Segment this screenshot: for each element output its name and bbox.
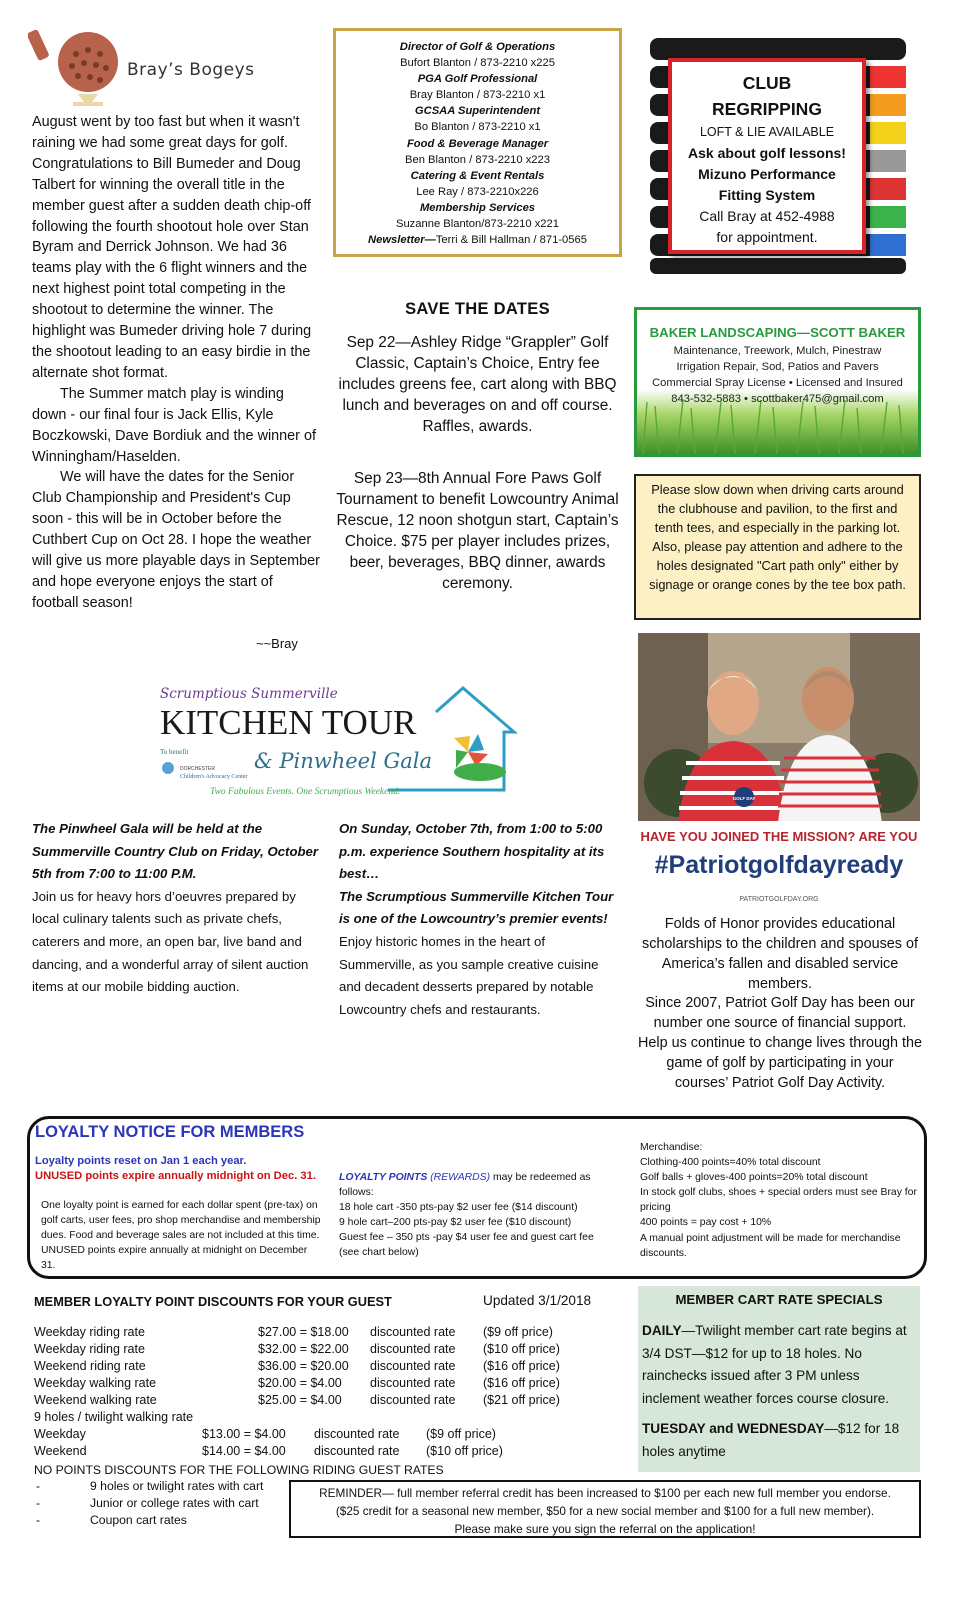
staff-role: PGA Golf Professional [417, 73, 538, 86]
kitchen-tour-column [339, 818, 624, 1021]
pinwheel-body: Join us for heavy hors d’oeuvres prepared by local culinary talents such as private chefs, caterers and more, an open bar, live band and dancing, and a wonderful array of silent auction items at our mobile bidding auction. [32, 888, 309, 995]
loyalty-reset-note: Loyalty points reset on Jan 1 each year. [35, 1155, 247, 1167]
save-event-1: Sep 22—Ashley Ridge “Grappler” Golf Classic, Captain’s Choice, Entry fee includes greens fee, cart along with BBQ lunch and beverages on and off course. Raffles, awards. [338, 334, 617, 435]
save-event-2: Sep 23—8th Annual Fore Paws Golf Tournament to benefit Lowcountry Animal Rescue, 12 noon shotgun start, Captain’s Choice. $75 per player includes prizes, beer, beverages, BBQ dinner, awards ceremony. [336, 470, 619, 592]
merchandise-discounts [640, 1140, 920, 1261]
loyalty-title: LOYALTY NOTICE FOR MEMBERS [35, 1123, 305, 1141]
rate-price: $27.00 = $18.00 [258, 1325, 349, 1339]
merch-line: Golf balls + gloves-400 points=20% total discount [640, 1172, 868, 1184]
rate-label: Weekend [34, 1444, 87, 1458]
daily-text: —Twilight member cart rate begins at 3/4 DST—$12 for up to 18 holes. No rainchecks issued after 3 PM unless inclement weather forces course closure. [642, 1323, 907, 1406]
daily-label: DAILY [642, 1323, 682, 1338]
staff-role: Newsletter— [368, 234, 436, 247]
save-the-dates-title: SAVE THE DATES [405, 300, 550, 318]
tue-wed-special [642, 1418, 916, 1463]
rate-off: ($10 off price) [483, 1342, 560, 1356]
rate-label: Weekend walking rate [34, 1393, 157, 1407]
patriot-headline: HAVE YOU JOINED THE MISSION? ARE YOU [640, 829, 918, 844]
folds-of-honor-text: Folds of Honor provides educational scholarships to the children and spouses of America’s fallen and disabled service members. [642, 916, 918, 992]
patriot-site: PATRIOTGOLFDAY.ORG [739, 896, 819, 903]
redeem-line: 18 hole cart -350 pts-pay $2 user fee ($14 discount) [339, 1202, 578, 1213]
kitchen-gala-title: & Pinwheel Gala [254, 749, 433, 773]
reminder-line-3: Please make sure you sign the referral on the application! [454, 1522, 756, 1536]
kitchen-tour-logo [158, 682, 518, 800]
reminder-line-2: ($25 credit for a seasonal new member, $50 for a new social member and $100 for a full new member). [335, 1504, 875, 1518]
np-item: Junior or college rates with cart [90, 1496, 259, 1510]
kitchen-org-line-1: DORCHESTER [180, 766, 216, 772]
baker-line-2: Irrigation Repair, Sod, Patios and Pavers [676, 361, 879, 373]
rate-label: Weekday [34, 1427, 86, 1441]
rate-discount-label: discounted rate [314, 1444, 400, 1458]
tue-wed-text: —$12 for 18 holes anytime [642, 1421, 900, 1459]
np-dash: - [36, 1513, 41, 1527]
call-bray-line: Call Bray at 452-4988 [699, 208, 835, 224]
merch-line: 400 points = pay cost + 10% [640, 1217, 772, 1229]
loyalty-points-redeem [339, 1170, 611, 1260]
rate-label: Weekday riding rate [34, 1342, 145, 1356]
staff-name: Ben Blanton / 873-2210 x223 [405, 153, 550, 166]
redeem-line: 9 hole cart–200 pts-pay $2 user fee ($10 discount) [339, 1217, 572, 1228]
golf-ball-logo-icon [28, 28, 138, 106]
guest-updated-date: Updated 3/1/2018 [483, 1293, 592, 1308]
bray-paragraph-3: We will have the dates for the Senior Club Championship and President's Cup soon - this will be in October before the Cuthbert Cup on Oct 28. I hope the weather will give us more playable days in September and hope everyone enjoys the start of football season! [32, 469, 320, 611]
cart-specials-title: MEMBER CART RATE SPECIALS [675, 1292, 883, 1307]
loyalty-points-label: LOYALTY POINTS [339, 1172, 428, 1183]
staff-name: Bray Blanton / 873-2210 x1 [409, 89, 546, 102]
rate-off: ($10 off price) [426, 1444, 503, 1458]
rate-discount-label: discounted rate [314, 1427, 400, 1441]
np-item: Coupon cart rates [90, 1513, 187, 1527]
kitchen-org-line-2: Children's Advocacy Center [180, 774, 248, 780]
pinwheel-lead: The Pinwheel Gala will be held at the Summerville Country Club on Friday, October 5th from 7:00 to 11:00 P.M. [32, 821, 319, 882]
mizuno-line: Mizuno Performance [698, 166, 836, 182]
tour-lead-2: The Scrumptious Summerville Kitchen Tour is one of the Lowcountry’s premier events! [339, 888, 614, 927]
staff-name: Suzanne Blanton/873-2210 x221 [396, 218, 559, 231]
rate-discount-label: discounted rate [370, 1359, 456, 1373]
rate-subhead-text: 9 holes / twilight walking rate [34, 1410, 194, 1424]
club-regripping-ad [668, 58, 866, 254]
rate-off: ($16 off price) [483, 1359, 560, 1373]
np-dash: - [36, 1479, 41, 1493]
rate-label: Weekend riding rate [34, 1359, 146, 1373]
bray-signature: ~~Bray [256, 636, 298, 651]
rate-price: $13.00 = $4.00 [202, 1427, 286, 1441]
staff-role: Food & Beverage Manager [406, 137, 549, 150]
staff-name: Terri & Bill Hallman / 871-0565 [435, 234, 587, 247]
bray-article [32, 112, 320, 614]
baker-contact: 843-532-5883 • scottbaker475@gmail.com [671, 393, 884, 405]
rate-label: Weekday riding rate [34, 1325, 145, 1339]
lessons-line: Ask about golf lessons! [688, 145, 846, 161]
rate-label: Weekday walking rate [34, 1376, 157, 1390]
merch-line: Clothing-400 points=40% total discount [640, 1157, 821, 1169]
tue-wed-label: TUESDAY and WEDNESDAY [642, 1421, 825, 1437]
newsletter-line [340, 232, 615, 248]
staff-role: GCSAA Superintendent [414, 105, 541, 118]
np-dash: - [36, 1496, 41, 1510]
regrip-title [672, 70, 862, 122]
tour-body: Enjoy historic homes in the heart of Summerville, as you sample creative cuisine and decadent desserts prepared by notable Lowcountry chefs and restaurants. [339, 933, 599, 1017]
kitchen-benefit-label: To benefit [160, 748, 189, 756]
bray-bogeys-title: Bray’s Bogeys [127, 60, 255, 80]
tour-lead: On Sunday, October 7th, from 1:00 to 5:00 p.m. experience Southern hospitality at its best… [339, 821, 605, 882]
rate-price: $20.00 = $4.00 [258, 1376, 342, 1390]
baker-title: BAKER LANDSCAPING—SCOTT BAKER [649, 325, 906, 340]
reminder-line-1: REMINDER— full member referral credit has been increased to $100 per each new full member you endorse. [319, 1486, 891, 1500]
pinwheel-gala-column [32, 818, 324, 999]
loyalty-redeem-text: may be redeemed as follows: [339, 1172, 591, 1198]
loyalty-rewards-label: (REWARDS) [430, 1172, 491, 1183]
rate-discount-label: discounted rate [370, 1342, 456, 1356]
baker-line-1: Maintenance, Treework, Mulch, Pinestraw [673, 345, 882, 357]
loft-lie-line: LOFT & LIE AVAILABLE [699, 125, 835, 139]
staff-role: Membership Services [419, 201, 536, 214]
skillet-icon [454, 763, 506, 781]
merch-line: A manual point adjustment will be made for merchandise discounts. [640, 1232, 901, 1259]
member-cart-rate-specials [638, 1286, 920, 1472]
rate-price: $32.00 = $22.00 [258, 1342, 349, 1356]
baker-text-block [637, 323, 918, 407]
rate-off: ($21 off price) [483, 1393, 560, 1407]
rate-price: $25.00 = $4.00 [258, 1393, 342, 1407]
rate-price: $14.00 = $4.00 [202, 1444, 286, 1458]
redeem-line: Guest fee – 350 pts -pay $4 user fee and guest cart fee (see chart below) [339, 1232, 594, 1258]
kitchen-big-title: KITCHEN TOUR [160, 703, 417, 742]
rate-price: $36.00 = $20.00 [258, 1359, 349, 1373]
bray-paragraph-1: August went by too fast but when it wasn't raining we had some great days for golf. Congratulations to Bill Bumeder and Doug Talbert for winning the overall title in the member guest after a sudden death chip-off following the fourth shootout hole over Stan Byram and Derrick Johnson. We had 36 teams play with the 6 flight winners and the next highest point total competing in the shootout to determine the winner. The highlight was Bumeder driving hole 7 during the shootout leading to an easy birdie in the alternate shot format. [32, 114, 312, 381]
cart-safety-notice: Please slow down when driving carts around the clubhouse and pavilion, to the first and tenth tees, and especially in the parking lot. Also, please pay attention and adhere to the holes designated "Cart path only" either by signage or orange cones by the tee box path. [634, 474, 921, 620]
merch-line: Merchandise: [640, 1142, 703, 1153]
rate-off: ($9 off price) [426, 1427, 496, 1441]
staff-role: Catering & Event Rentals [410, 169, 545, 182]
staff-name: Bufort Blanton / 873-2210 x225 [400, 57, 555, 70]
no-points-heading: NO POINTS DISCOUNTS FOR THE FOLLOWING RIDING GUEST RATES [34, 1463, 444, 1477]
appointment-line: for appointment. [716, 229, 818, 245]
advocacy-logo-icon [162, 762, 174, 774]
baker-landscaping-ad [634, 307, 921, 457]
kitchen-small-title: Scrumptious Summerville [160, 686, 338, 702]
patriot-golf-day-photo [638, 633, 920, 911]
golf-day-badge: GOLF DAY [732, 796, 756, 801]
guest-discount-title: MEMBER LOYALTY POINT DISCOUNTS FOR YOUR GUEST [34, 1294, 392, 1309]
patriot-golf-day-text: Since 2007, Patriot Golf Day has been our number one source of financial support. Help us continue to change lives through the game of golf by participating in your courses’ Patriot Golf Day Activity. [638, 995, 923, 1091]
patriot-hashtag: #Patriotgolfdayready [654, 851, 904, 879]
merch-line: In stock golf clubs, shoes + special orders must see Bray for pricing [640, 1187, 917, 1214]
regrip-title-line-2: REGRIPPING [712, 99, 822, 119]
rate-discount-label: discounted rate [370, 1376, 456, 1390]
kitchen-tagline: Two Fabulous Events. One Scrumptious Weekend. [210, 787, 401, 797]
pinwheel-icon [454, 734, 488, 768]
loyalty-unused-note: UNUSED points expire annually midnight on Dec. 31. [35, 1170, 316, 1182]
rate-discount-label: discounted rate [370, 1393, 456, 1407]
regrip-title-line-1: CLUB [742, 73, 792, 93]
fitting-line: Fitting System [718, 187, 816, 203]
loyalty-points-intro [339, 1170, 611, 1200]
rate-off: ($16 off price) [483, 1376, 560, 1390]
loyalty-body: One loyalty point is earned for each dollar spent (pre-tax) on golf carts, user fees, pro shop merchandise and membership dues. Food and beverage sales are not included at this time. UNUSED points expire annually at midnight on December 31. [41, 1200, 321, 1271]
daily-special [642, 1320, 916, 1410]
referral-reminder [289, 1480, 921, 1538]
np-item: 9 holes or twilight rates with cart [90, 1479, 264, 1493]
rate-discount-label: discounted rate [370, 1325, 456, 1339]
staff-name: Lee Ray / 873-2210x226 [416, 185, 539, 198]
bray-paragraph-2: The Summer match play is winding down - our final four is Jack Ellis, Kyle Boczkowski, Dave Bordiuk and the winner of Winningham/Haselden. [32, 385, 316, 465]
staff-role: Director of Golf & Operations [399, 41, 556, 53]
rate-off: ($9 off price) [483, 1325, 553, 1339]
staff-directory [333, 28, 622, 257]
staff-name: Bo Blanton / 873-2210 x1 [414, 121, 541, 134]
baker-line-3: Commercial Spray License • Licensed and Insured [652, 377, 903, 389]
